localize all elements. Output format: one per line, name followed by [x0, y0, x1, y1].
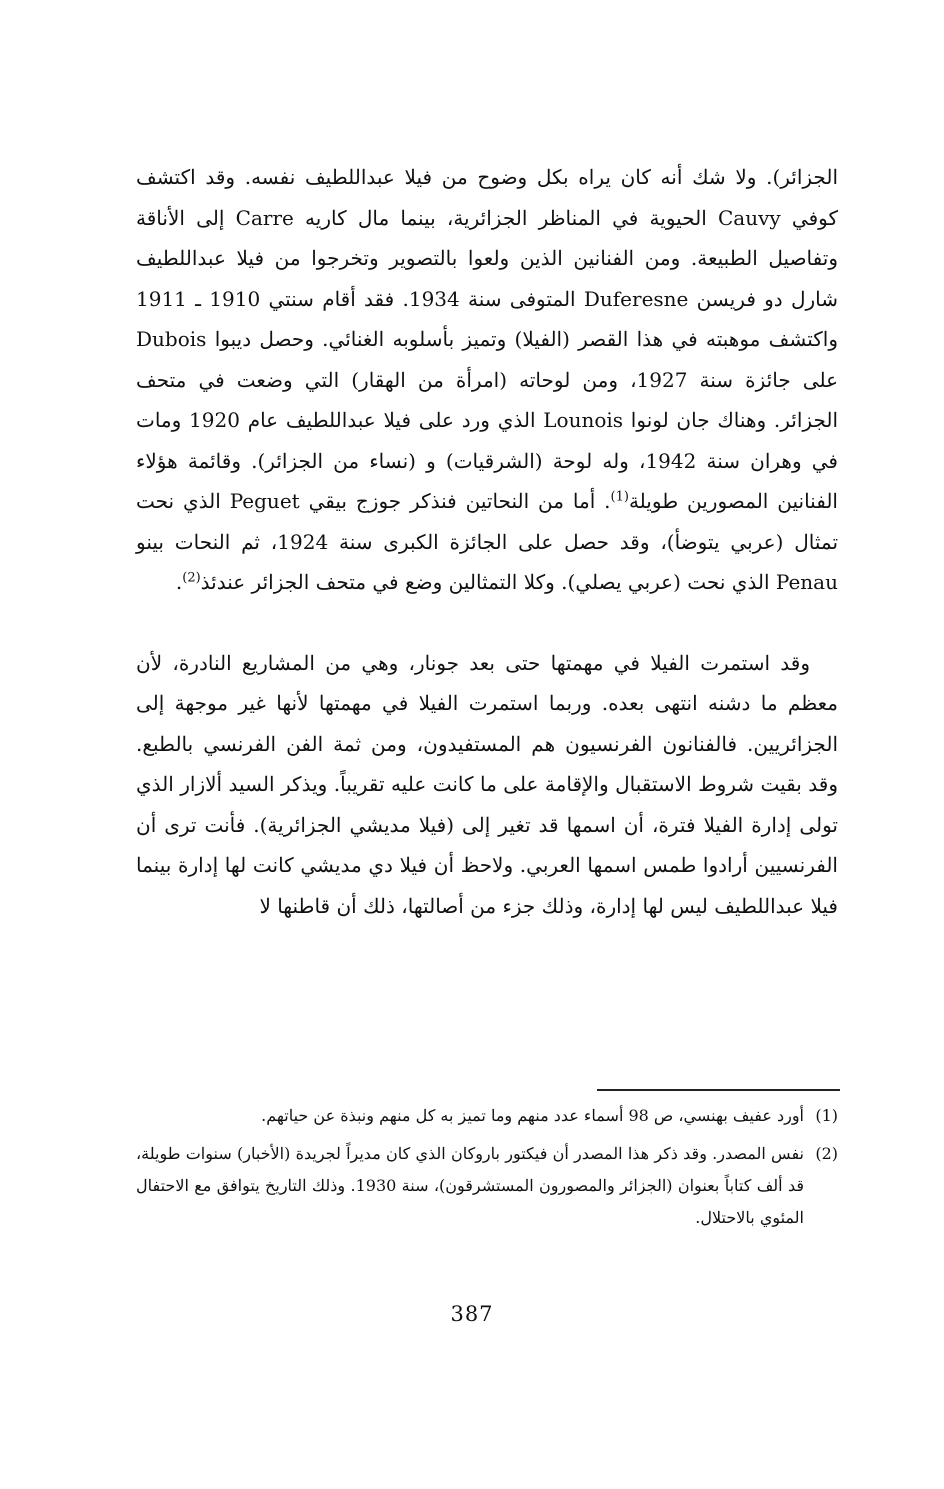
footnote-1	[136, 1100, 838, 1132]
paragraph-1-text-after-note-1: . أما من النحاتين فنذكر جوزج بيقي Peguet الذي نحت تمثال (عربي يتوضأ)، وقد حصل على الجائزة الكبرى سنة 1924، ثم النحات بينو Penau الذي نحت (عربي يصلي). وكلا التمثالين وضع في متحف الجزائر عندئذ	[136, 489, 839, 594]
footnote-ref-2[interactable]: (2)	[182, 570, 201, 586]
paragraph-1-text: الجزائر). ولا شك أنه كان يراه بكل وضوح من فيلا عبداللطيف نفسه. وقد اكتشف كوفي Cauvy الحيوية في المناظر الجزائرية، بينما مال كاريه Carre إلى الأناقة وتفاصيل الطبيعة. ومن الفنانين الذين ولعوا بالتصوير وتخرجوا من فيلا عبداللطيف شارل دو فريسن Duferesne المتوفى سنة 1934. فقد أقام سنتي 1910 ـ 1911 واكتشف موهبته في هذا القصر (الفيلا) وتميز بأسلوبه الغنائي. وحصل ديبوا Dubois على جائزة سنة 1927، ومن لوحاته (امرأة من الهقار) التي وضعت في متحف الجزائر. وهناك جان لونوا Lounois الذي ورد على فيلا عبداللطيف عام 1920 ومات في وهران سنة 1942، وله لوحة (الشرقيات) و (نساء من الجزائر). وقائمة هؤلاء الفنانين المصورين طويلة	[136, 165, 839, 513]
paragraph-1	[136, 157, 838, 603]
footnote-2	[136, 1138, 838, 1234]
footnote-text: أورد عفيف بهنسي، ص 98 أسماء عدد منهم وما تميز به كل منهم ونبذة عن حياتهم.	[261, 1106, 804, 1125]
paragraph-1-text-after-note-2: .	[175, 570, 183, 594]
page-number: 387	[450, 1302, 494, 1326]
footnote-text: نفس المصدر. وقد ذكر هذا المصدر أن فيكتور باروكان الذي كان مديراً لجريدة (الأخبار) سنوات طويلة، قد ألف كتاباً بعنوان (الجزائر والمصورون المستشرقون)، سنة 1930. وذلك التاريخ يتوافق مع الاحتفال المئوي بالاحتلال.	[136, 1144, 804, 1227]
footnote-ref-1[interactable]: (1)	[610, 489, 629, 505]
footnote-number: (2)	[815, 1144, 838, 1163]
footnotes	[136, 1100, 838, 1240]
paragraph-2: وقد استمرت الفيلا في مهمتها حتى بعد جونار، وهي من المشاريع النادرة، لأن معظم ما دشنه انتهى بعده. وربما استمرت الفيلا في مهمتها لأنها غير موجهة إلى الجزائريين. فالفنانون الفرنسيون هم المستفيدون، ومن ثمة الفن الفرنسي بالطبع. وقد بقيت شروط الاستقبال والإقامة على ما كانت عليه تقريباً. ويذكر السيد ألازار الذي تولى إدارة الفيلا فترة، أن اسمها قد تغير إلى (فيلا مديشي الجزائرية). فأنت ترى أن الفرنسيين أرادوا طمس اسمها العربي. ولاحظ أن فيلا دي مديشي كانت لها إدارة بينما فيلا عبداللطيف ليس لها إدارة، وذلك جزء من أصالتها، ذلك أن قاطنها لا	[136, 650, 838, 918]
footnote-divider	[597, 1089, 840, 1091]
main-text	[136, 157, 838, 926]
footnote-number: (1)	[815, 1106, 838, 1125]
